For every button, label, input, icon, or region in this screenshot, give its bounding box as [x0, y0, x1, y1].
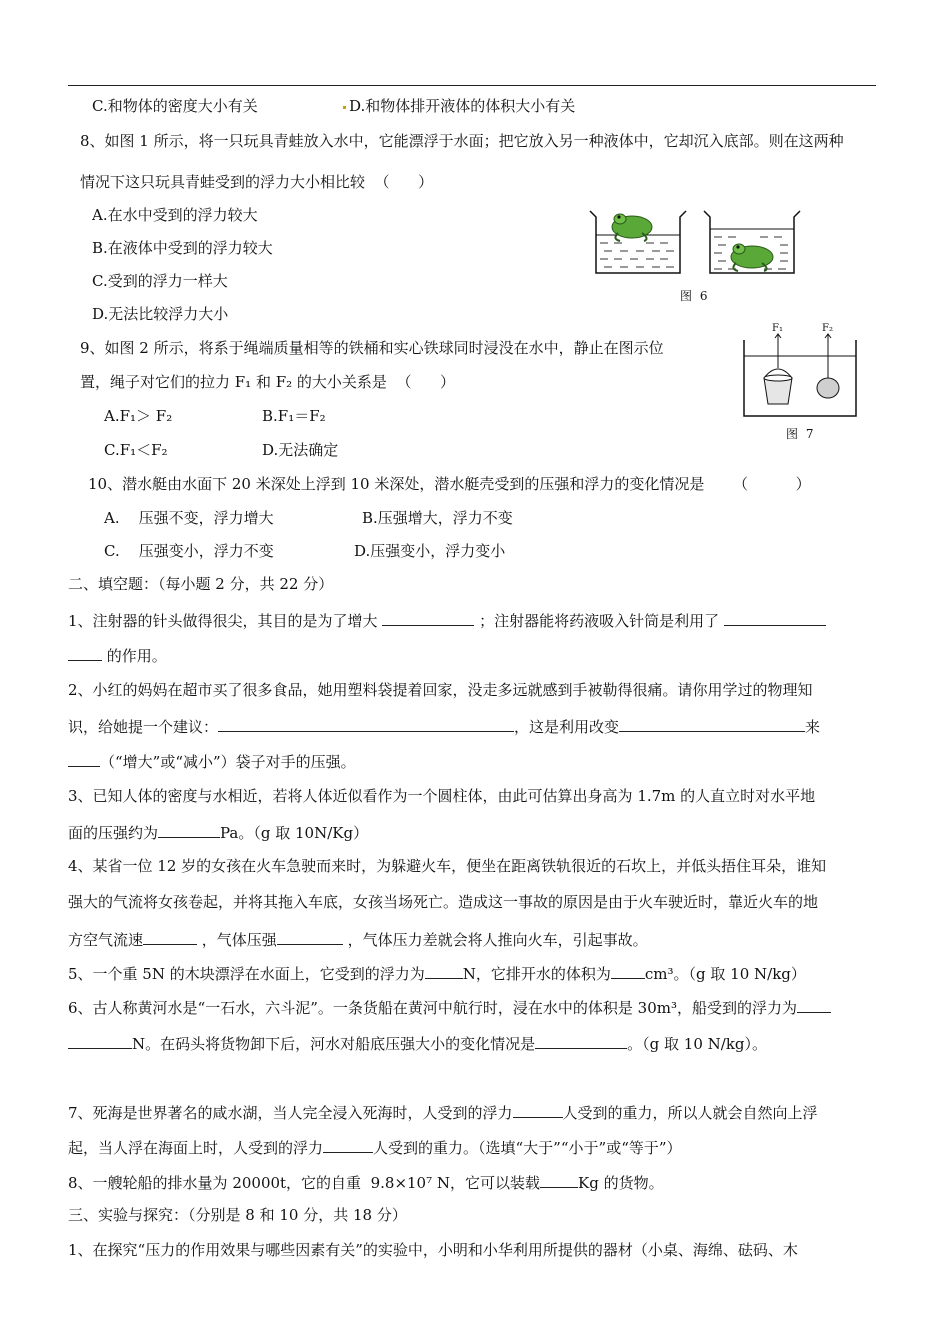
q10-option-a: A. 压强不变，浮力增大 — [104, 509, 274, 527]
answer-blank[interactable] — [797, 996, 831, 1013]
force-label-f1: F₁ — [772, 323, 783, 334]
answer-blank[interactable] — [382, 609, 474, 626]
q8-option-d: D.无法比较浮力大小 — [92, 305, 229, 323]
q9-stem-line2: 置，绳子对它们的拉力 F₁ 和 F₂ 的大小关系是 （ ） — [80, 373, 456, 391]
stray-dot — [343, 106, 346, 109]
fill-q1-line2: 的作用。 — [68, 644, 167, 666]
fill-q2-line3: （“增大”或“减小”）袋子对手的压强。 — [68, 750, 356, 772]
q8-option-a: A.在水中受到的浮力较大 — [92, 206, 258, 224]
frog-floating-icon — [612, 214, 652, 241]
fill-q2-line2: 识，给她提一个建议： ，这是利用改变 来 — [68, 715, 820, 737]
fill-q5: 5、一个重 5N 的木块漂浮在水面上，它受到的浮力为 N，它排开水的体积为 cm³。（g 取 10 N/kg） — [68, 962, 806, 984]
fill-q4-line3: 方空气流速 ，气体压强 ，气体压力差就会将人推向火车，引起事故。 — [68, 928, 648, 950]
experiment-q1-line1: 1、在探究“压力的作用效果与哪些因素有关”的实验中，小明和小华利用所提供的器材（小桌、海绵、砝码、木 — [68, 1241, 798, 1259]
answer-blank[interactable] — [619, 715, 805, 732]
q8-option-b: B.在液体中受到的浮力较大 — [92, 239, 273, 257]
answer-blank[interactable] — [158, 821, 220, 838]
q10-stem: 10、潜水艇由水面下 20 米深处上浮到 10 米深处，潜水艇壳受到的压强和浮力的变化情况是 （ ） — [88, 475, 811, 493]
fill-q8: 8、一艘轮船的排水量为 20000t，它的自重 9.8×10⁷ N，它可以装载 Kg 的货物。 — [68, 1171, 664, 1193]
answer-blank[interactable] — [535, 1032, 627, 1049]
q9-stem-line1: 9、如图 2 所示，将系于绳端质量相等的铁桶和实心铁球同时浸没在水中，静止在图示位 — [80, 339, 664, 357]
answer-blank[interactable] — [277, 928, 343, 945]
q9-option-c: C.F₁＜F₂ — [104, 441, 168, 459]
fill-q3-line1: 3、已知人体的密度与水相近，若将人体近似看作为一个圆柱体，由此可估算出身高为 1.7m 的人直立时对水平地 — [68, 787, 816, 805]
frog-sunk-icon — [731, 244, 773, 271]
answer-blank[interactable] — [540, 1171, 578, 1188]
q9-option-d: D.无法确定 — [262, 441, 339, 459]
q10-option-d: D.压强变小，浮力变小 — [354, 542, 506, 560]
q8-option-c: C.受到的浮力一样大 — [92, 272, 228, 290]
section-2-heading: 二、填空题：（每小题 2 分，共 22 分） — [68, 575, 334, 593]
answer-blank[interactable] — [323, 1136, 373, 1153]
fill-q4-line1: 4、某省一位 12 岁的女孩在火车急驶而来时，为躲避火车，便坐在距离铁轨很近的石坎上，并低头捂住耳朵，谁知 — [68, 857, 827, 875]
answer-blank[interactable] — [611, 962, 645, 979]
figure-6-caption: 图 6 — [680, 289, 710, 303]
section-3-heading: 三、实验与探究：（分别是 8 和 10 分，共 18 分） — [68, 1206, 407, 1224]
iron-ball-icon — [817, 378, 839, 398]
answer-blank[interactable] — [425, 962, 463, 979]
answer-blank[interactable] — [68, 1032, 132, 1049]
answer-blank[interactable] — [68, 750, 100, 767]
q7-option-c: C.和物体的密度大小有关 — [92, 97, 258, 115]
fill-q3-line2: 面的压强约为 Pa。（g 取 10N/Kg） — [68, 821, 368, 843]
q10-option-b: B.压强增大，浮力不变 — [362, 509, 513, 527]
q8-stem-line1: 8、如图 1 所示，将一只玩具青蛙放入水中，它能漂浮于水面；把它放入另一种液体中，它却沉入底部。则在这两种 — [80, 132, 844, 150]
answer-blank[interactable] — [513, 1101, 563, 1118]
fill-q7-line1: 7、死海是世界著名的咸水湖，当人完全浸入死海时，人受到的浮力 人受到的重力，所以人就会自然向上浮 — [68, 1101, 818, 1123]
answer-blank[interactable] — [143, 928, 197, 945]
bucket-icon — [764, 369, 792, 404]
q10-option-c: C. 压强变小，浮力不变 — [104, 542, 274, 560]
force-label-f2: F₂ — [822, 323, 833, 334]
answer-blank[interactable] — [724, 609, 826, 626]
figure-7-bucket-ball — [738, 320, 862, 420]
fill-q7-line2: 起，当人浮在海面上时，人受到的浮力 人受到的重力。（选填“大于”“小于”或“等于”） — [68, 1136, 682, 1158]
header-rule — [68, 85, 876, 86]
fill-q2-line1: 2、小红的妈妈在超市买了很多食品，她用塑料袋提着回家，没走多远就感到手被勒得很痛。请你用学过的物理知 — [68, 681, 813, 699]
fill-q6-line1: 6、古人称黄河水是“一石水，六斗泥”。一条货船在黄河中航行时，浸在水中的体积是 30m³，船受到的浮力为 — [68, 996, 831, 1018]
figure-7-caption: 图 7 — [786, 427, 816, 441]
answer-blank[interactable] — [68, 644, 102, 661]
q8-stem-line2: 情况下这只玩具青蛙受到的浮力大小相比较 （ ） — [80, 173, 434, 191]
fill-q1-line1: 1、注射器的针头做得很尖，其目的是为了增大 ；注射器能将药液吸入针筒是利用了 — [68, 609, 826, 631]
answer-blank[interactable] — [218, 715, 514, 732]
figure-6-frog-beakers — [584, 205, 806, 280]
q9-option-b: B.F₁＝F₂ — [262, 407, 326, 425]
fill-q6-line2: N。在码头将货物卸下后，河水对船底压强大小的变化情况是 。（g 取 10 N/kg）。 — [68, 1032, 767, 1054]
q7-option-d: D.和物体排开液体的体积大小有关 — [340, 96, 575, 116]
fill-q4-line2: 强大的气流将女孩卷起，并将其拖入车底，女孩当场死亡。造成这一事故的原因是由于火车驶近时，靠近火车的地 — [68, 893, 819, 911]
q9-option-a: A.F₁＞ F₂ — [104, 407, 173, 425]
